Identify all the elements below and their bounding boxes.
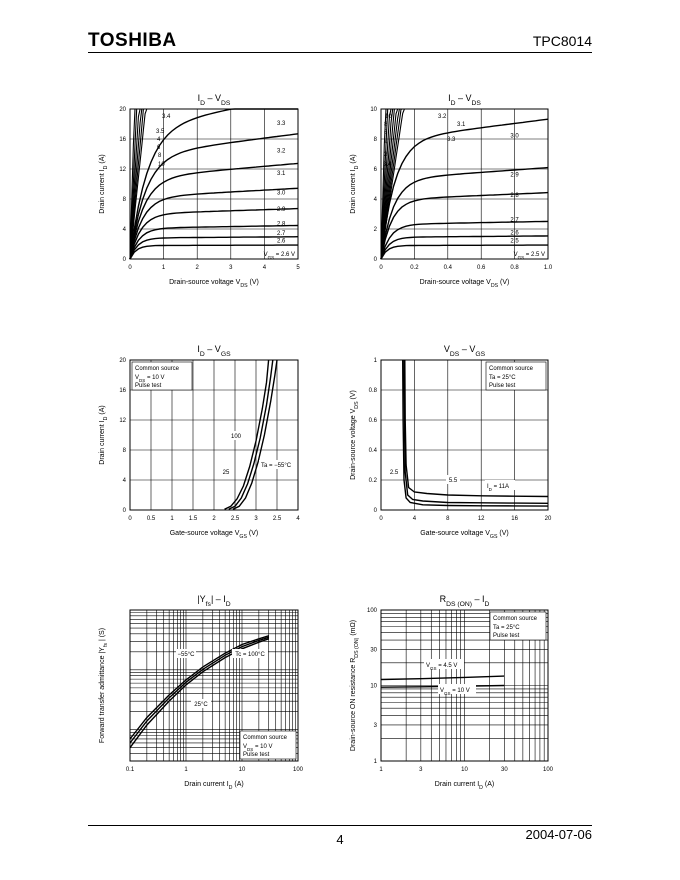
y-axis-label	[350, 620, 360, 751]
y-tick-label: 0.2	[368, 478, 377, 484]
y-axis-label-part: DS	[354, 401, 360, 409]
y-axis-label-part: I	[99, 169, 106, 172]
series-label-part: GS	[444, 690, 451, 696]
legend-line-part: V	[243, 744, 248, 750]
x-tick-label: 0	[128, 516, 132, 522]
x-axis-label	[435, 781, 494, 791]
x-axis-label	[184, 781, 243, 791]
chart-title-part: |Y	[197, 594, 206, 604]
y-tick-label: 8	[122, 197, 126, 203]
series-label: 3	[384, 152, 388, 158]
y-axis-label-part: Drain-source voltage	[350, 413, 357, 480]
series-label: 3.0	[510, 133, 519, 140]
chart-id-vds-0	[99, 93, 300, 289]
chart-title-part: – V	[455, 93, 472, 103]
page-number: 4	[336, 832, 344, 847]
legend-line: Common source	[243, 735, 288, 741]
series-label: 2.8	[510, 192, 519, 199]
series-label: 2.6	[510, 230, 519, 237]
series-label-part: D	[488, 486, 492, 492]
y-axis-label-part: Drain-source ON resistance	[350, 662, 357, 752]
y-axis-label-part: (A)	[350, 154, 357, 166]
y-axis-label	[350, 390, 360, 480]
x-tick-label: 0.8	[510, 265, 519, 271]
series-label: 3.3	[277, 120, 286, 127]
x-tick-label: 100	[542, 767, 554, 773]
series-label: 3.2	[438, 114, 447, 120]
x-tick-label: 3	[254, 516, 258, 522]
x-axis-label-part: Drain-source voltage	[169, 279, 236, 286]
chart-title	[448, 93, 481, 107]
chart-title-part: V	[443, 344, 450, 354]
chart-title-part: – V	[204, 93, 222, 103]
series-label: 3.1	[457, 122, 466, 128]
y-axis-label-part: Drain current	[350, 171, 357, 214]
series-label: 2.5	[389, 470, 399, 476]
y-axis-label-part: |Y	[99, 647, 106, 654]
y-tick-label: 0	[122, 257, 126, 263]
y-tick-label: 6	[373, 167, 377, 173]
y-tick-label: 1	[373, 358, 377, 364]
chart-title-part: – V	[459, 344, 476, 354]
series-label: 3.4	[383, 162, 392, 168]
y-tick-label: 100	[366, 608, 377, 614]
x-tick-label: 10	[238, 767, 246, 773]
chart-title-part: DS	[449, 350, 460, 358]
x-axis-label-part: I	[226, 781, 229, 788]
x-tick-label: 0.6	[477, 265, 486, 271]
vgs-annotation-part: V	[513, 252, 518, 258]
x-axis-label-part: V	[234, 530, 240, 537]
series-label: 10	[158, 162, 165, 168]
legend-line: Ta = 25°C	[493, 625, 520, 631]
x-tick-label: 8	[446, 516, 450, 522]
y-tick-label: 0.4	[368, 448, 377, 454]
x-tick-label: 3	[419, 767, 423, 773]
x-tick-label: 0	[379, 516, 383, 522]
y-axis-label-part: DS (ON)	[354, 637, 360, 658]
legend-line-part: DS	[247, 746, 254, 752]
chart-title-part: I	[197, 344, 200, 354]
series-line	[381, 221, 548, 259]
y-axis-label-part: Forward transfer admittance	[99, 653, 106, 744]
series-label: 4	[384, 140, 388, 146]
x-tick-label: 12	[477, 516, 485, 522]
x-tick-label: 100	[292, 767, 304, 773]
y-tick-label: 12	[119, 418, 126, 424]
series-label-part: V	[440, 688, 445, 694]
chart-title-part: – V	[204, 344, 221, 354]
x-axis-label-part: DS	[490, 283, 499, 289]
chart-title-part: R	[439, 594, 447, 604]
x-tick-label: 20	[544, 516, 552, 522]
chart-title-part: GS	[475, 350, 486, 358]
toshiba-logo: TOSHIBA	[88, 30, 177, 51]
y-axis-label-part: I	[99, 420, 106, 423]
chart-title-part: DS (ON)	[446, 600, 472, 608]
chart-id-vds-1	[350, 93, 553, 289]
y-axis-label	[99, 154, 109, 213]
series-label: 8	[384, 122, 388, 128]
legend-line: Pulse test	[489, 383, 516, 389]
vgs-annotation-part: GS	[267, 254, 275, 260]
x-axis-label-part: I	[477, 781, 480, 788]
chart-title-part: I	[197, 93, 201, 103]
series-label: 6	[384, 130, 388, 136]
y-axis-label	[99, 628, 109, 743]
series-label: −55°C	[177, 652, 195, 658]
x-axis-label-part: Drain-source voltage	[419, 279, 487, 286]
x-axis-label-part: V	[485, 530, 490, 537]
footer-rule	[88, 825, 592, 826]
series-label-part: V	[426, 663, 431, 669]
x-tick-label: 3	[229, 265, 233, 271]
series-label: 2.6	[277, 238, 286, 245]
y-tick-label: 0	[373, 257, 377, 263]
series-label: 3.0	[277, 190, 286, 197]
chart-title-part: D	[225, 600, 231, 608]
vgs-annotation-part: = 2.5 V	[524, 252, 545, 258]
y-tick-label: 10	[370, 107, 377, 113]
x-tick-label: 0.5	[146, 516, 156, 522]
series-label: 2.7	[510, 217, 519, 224]
chart-title-part: D	[484, 600, 490, 608]
x-axis-label-part: V	[486, 279, 491, 286]
x-tick-label: 4	[262, 265, 267, 271]
y-tick-label: 16	[119, 137, 126, 143]
chart-title-part: DS	[471, 99, 481, 107]
x-tick-label: 1	[379, 767, 383, 773]
legend-line-part: = 10 V	[253, 744, 273, 750]
y-tick-label: 0.6	[368, 418, 377, 424]
y-axis-label-part: D	[103, 165, 109, 170]
y-tick-label: 4	[122, 478, 126, 484]
chart-title	[197, 594, 230, 608]
legend-line: Ta = 25°C	[489, 375, 516, 381]
y-axis-label-part: Drain current	[99, 422, 106, 465]
x-axis-label-part: (A)	[482, 781, 495, 788]
legend-line: Pulse test	[493, 633, 520, 639]
x-tick-label: 0	[128, 265, 132, 271]
x-tick-label: 1.0	[543, 265, 553, 271]
legend-line: Pulse test	[135, 383, 162, 389]
legend-line-part: DS	[139, 377, 146, 383]
y-axis-label-part: (mΩ)	[350, 619, 357, 638]
y-axis-label-part: D	[103, 416, 109, 421]
series-label: 2.8	[277, 221, 286, 228]
series-label: 10	[385, 114, 392, 120]
vgs-annotation-part: = 2.6 V	[274, 252, 295, 258]
chart-title	[440, 594, 490, 608]
y-axis-label-part: R	[350, 657, 357, 663]
series-label: 2.9	[510, 172, 519, 179]
x-axis-label-part: Gate-source voltage	[420, 530, 486, 537]
chart-yfs-id	[99, 594, 304, 791]
chart-title-part: D	[450, 99, 456, 107]
x-axis-label	[169, 279, 259, 289]
series-label: 2.7	[277, 231, 286, 237]
series-label: 3.4	[162, 114, 171, 120]
y-tick-label: 0.8	[368, 388, 377, 394]
y-axis-label-part: (A)	[99, 405, 106, 417]
series-label: 3.2	[277, 148, 286, 155]
x-tick-label: 0.4	[443, 265, 452, 271]
vgs-annotation	[264, 252, 295, 260]
y-axis-label-part: Drain current	[99, 171, 106, 214]
y-axis-label-part: (A)	[99, 154, 106, 166]
legend-line-part: = 10 V	[145, 375, 165, 381]
y-axis-label-part: (V)	[350, 390, 357, 402]
x-axis-label-part: V	[235, 279, 241, 286]
x-tick-label: 4	[412, 516, 417, 522]
x-axis-label-part: GS	[239, 534, 247, 540]
x-tick-label: 0.2	[410, 265, 419, 271]
x-tick-label: 10	[461, 767, 468, 773]
series-label: Tc = 100°C	[235, 652, 265, 658]
x-axis-label-part: DS	[240, 283, 248, 289]
y-axis-label-part: fs	[103, 642, 109, 648]
y-axis-label	[350, 154, 360, 213]
series-label: 3.1	[277, 171, 286, 177]
x-axis-label-part: (V)	[247, 279, 259, 286]
x-tick-label: 1	[170, 516, 174, 522]
legend-line: Common source	[135, 366, 180, 372]
y-tick-label: 4	[373, 197, 377, 203]
y-tick-label: 10	[370, 683, 377, 690]
x-tick-label: 2.5	[230, 516, 240, 522]
x-tick-label: 1.5	[188, 516, 198, 522]
part-number: TPC8014	[532, 33, 592, 49]
vgs-annotation	[514, 252, 545, 260]
chart-title	[198, 93, 231, 107]
chart-title-part: fs	[205, 600, 211, 608]
y-tick-label: 8	[373, 137, 377, 143]
y-tick-label: 0	[373, 508, 377, 514]
x-tick-label: 1	[184, 767, 188, 773]
x-tick-label: 16	[511, 516, 518, 522]
series-label: 2.5	[510, 238, 519, 245]
chart-title-part: – I	[471, 594, 485, 604]
footer-date: 2004-07-06	[525, 827, 592, 842]
series-label: 5.5	[448, 478, 458, 484]
y-tick-label: 20	[119, 358, 126, 364]
x-tick-label: 5	[296, 265, 300, 271]
x-axis-label-part: Drain current	[184, 781, 227, 788]
x-axis-label-part: (V)	[498, 279, 510, 286]
chart-title-part: GS	[220, 350, 231, 358]
vgs-annotation-part: GS	[517, 254, 525, 260]
series-label: 25°C	[194, 702, 208, 708]
x-axis-label-part: (A)	[232, 781, 244, 788]
x-axis-label-part: GS	[489, 534, 498, 540]
chart-title-part: | – I	[210, 594, 226, 604]
y-tick-label: 4	[122, 227, 126, 233]
x-tick-label: 0	[379, 265, 383, 271]
x-axis-label-part: Gate-source voltage	[169, 530, 235, 537]
series-label: 2.9	[277, 207, 286, 213]
chart-title-part: I	[448, 93, 451, 103]
vgs-annotation-part: V	[263, 252, 268, 258]
y-tick-label: 2	[373, 227, 377, 233]
series-label: 8	[158, 153, 162, 159]
chart-title-part: DS	[221, 99, 231, 107]
chart-vds-vgs	[350, 344, 552, 540]
x-axis-label-part: (V)	[497, 530, 509, 537]
y-tick-label: 1	[373, 759, 377, 765]
y-tick-label: 12	[119, 167, 126, 173]
x-tick-label: 2	[195, 265, 199, 271]
series-label-part: I	[487, 484, 489, 490]
x-axis-label-part: D	[479, 785, 483, 791]
x-tick-label: 2	[212, 516, 216, 522]
x-axis-label-part: (V)	[246, 530, 259, 537]
series-label: 4	[157, 137, 161, 143]
series-label-part: = 10 V	[450, 688, 470, 694]
y-tick-label: 8	[122, 448, 126, 454]
series-label: Ta = −55°C	[261, 463, 292, 469]
legend-line: Pulse test	[243, 752, 270, 758]
series-label: 100	[230, 434, 242, 440]
legend-line: Common source	[489, 366, 534, 372]
y-axis-label-part: D	[354, 165, 360, 170]
y-tick-label: 0	[122, 508, 126, 514]
x-axis-label	[420, 279, 510, 289]
chart-title	[444, 344, 486, 358]
x-tick-label: 4	[296, 516, 300, 522]
x-tick-label: 30	[500, 767, 508, 773]
series-line	[381, 676, 504, 679]
series-label: 3.5	[156, 129, 165, 135]
legend-line-part: V	[135, 375, 140, 381]
y-axis-label	[99, 405, 109, 464]
x-tick-label: 1	[161, 265, 166, 271]
x-axis-label	[170, 530, 259, 540]
y-tick-label: 30	[370, 647, 377, 654]
series-label-part: = 4.5 V	[436, 663, 458, 669]
chart-title-part: D	[200, 99, 205, 107]
series-label: 3.3	[447, 137, 456, 143]
y-axis-label-part: | (S)	[99, 627, 106, 643]
y-tick-label: 16	[119, 388, 126, 394]
series-label-part: GS	[430, 665, 437, 671]
x-axis-label-part: D	[228, 785, 233, 791]
x-axis-label	[420, 530, 509, 540]
legend-line: Common source	[493, 616, 538, 622]
x-axis-label-part: Drain current	[434, 781, 478, 788]
series-line	[130, 209, 298, 259]
chart-title-part: D	[199, 350, 205, 358]
y-tick-label: 20	[119, 107, 126, 113]
series-label: 25	[222, 470, 230, 476]
x-tick-label: 0.1	[125, 767, 135, 773]
y-axis-label-part: I	[350, 169, 357, 172]
y-tick-label: 3	[373, 722, 377, 729]
series-label: 6	[157, 145, 161, 151]
chart-title	[197, 344, 231, 358]
chart-id-vgs	[99, 344, 300, 540]
chart-rdson-id	[350, 594, 554, 791]
y-axis-label-part: V	[350, 408, 357, 414]
x-tick-label: 2.5	[272, 516, 282, 522]
series-label-part: = 11A	[491, 484, 509, 490]
